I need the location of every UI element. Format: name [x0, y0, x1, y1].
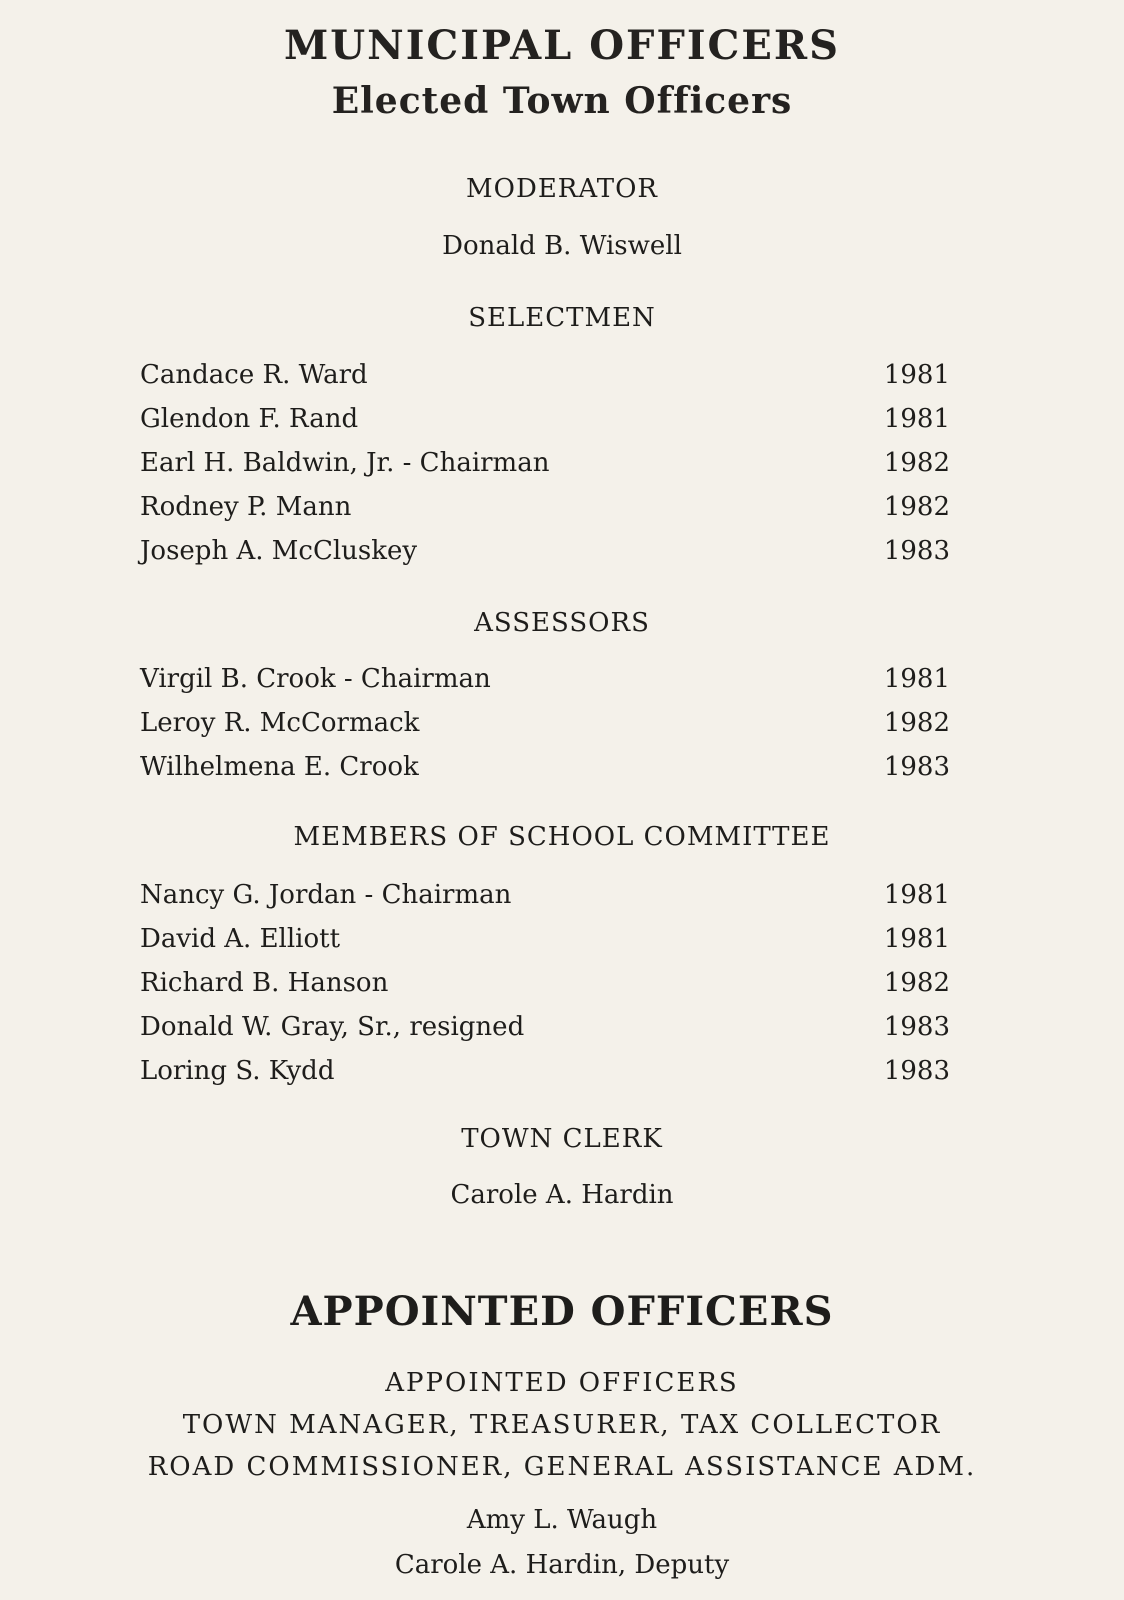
officer-name: Leroy R. McCormack [140, 708, 420, 738]
assessors-row [140, 752, 950, 788]
school-committee-heading: MEMBERS OF SCHOOL COMMITTEE [293, 822, 831, 852]
town-clerk-heading: TOWN CLERK [461, 1124, 663, 1154]
term-year: 1981 [883, 664, 950, 694]
school-committee-row [140, 968, 950, 1004]
term-year: 1983 [883, 536, 950, 566]
selectmen-row [140, 360, 950, 396]
selectmen-row [140, 536, 950, 572]
assessors-row [140, 664, 950, 700]
selectmen-row [140, 448, 950, 484]
term-year: 1981 [883, 404, 950, 434]
appointed-deputy-name: Carole A. Hardin, Deputy [394, 1550, 730, 1580]
selectmen-heading: SELECTMEN [468, 303, 656, 333]
officer-name: David A. Elliott [140, 924, 341, 954]
officer-name: Loring S. Kydd [140, 1056, 335, 1086]
appointed-positions-line-2: ROAD COMMISSIONER, GENERAL ASSISTANCE ADM. [147, 1452, 977, 1482]
term-year: 1983 [883, 1056, 950, 1086]
appointed-positions-line-1: TOWN MANAGER, TREASURER, TAX COLLECTOR [182, 1410, 942, 1440]
term-year: 1982 [883, 448, 950, 478]
officer-name: Glendon F. Rand [140, 404, 359, 434]
page-title: MUNICIPAL OFFICERS [283, 22, 841, 69]
selectmen-row [140, 492, 950, 528]
officer-name: Candace R. Ward [140, 360, 368, 390]
school-committee-row [140, 880, 950, 916]
term-year: 1981 [883, 360, 950, 390]
term-year: 1983 [883, 752, 950, 782]
officer-name: Donald W. Gray, Sr., resigned [140, 1012, 525, 1042]
term-year: 1982 [883, 492, 950, 522]
selectmen-row [140, 404, 950, 440]
officer-name: Richard B. Hanson [140, 968, 389, 998]
officer-name: Rodney P. Mann [140, 492, 352, 522]
term-year: 1982 [883, 708, 950, 738]
school-committee-row [140, 1056, 950, 1092]
assessors-row [140, 708, 950, 744]
officer-name: Earl H. Baldwin, Jr. - Chairman [140, 448, 550, 478]
term-year: 1981 [883, 880, 950, 910]
officer-name: Virgil B. Crook - Chairman [140, 664, 491, 694]
officer-name: Wilhelmena E. Crook [140, 752, 419, 782]
term-year: 1981 [883, 924, 950, 954]
term-year: 1983 [883, 1012, 950, 1042]
term-year: 1982 [883, 968, 950, 998]
moderator-heading: MODERATOR [466, 174, 658, 204]
officer-name: Nancy G. Jordan - Chairman [140, 880, 512, 910]
officer-name: Joseph A. McCluskey [140, 536, 418, 566]
school-committee-row [140, 1012, 950, 1048]
appointed-officer-name: Amy L. Waugh [466, 1505, 658, 1535]
page-subtitle: Elected Town Officers [331, 80, 793, 122]
moderator-name: Donald B. Wiswell [442, 231, 682, 261]
school-committee-row [140, 924, 950, 960]
assessors-heading: ASSESSORS [474, 608, 650, 638]
appointed-officers-heading: APPOINTED OFFICERS [385, 1368, 739, 1398]
appointed-officers-title: APPOINTED OFFICERS [290, 1288, 834, 1335]
town-clerk-name: Carole A. Hardin [450, 1180, 674, 1210]
